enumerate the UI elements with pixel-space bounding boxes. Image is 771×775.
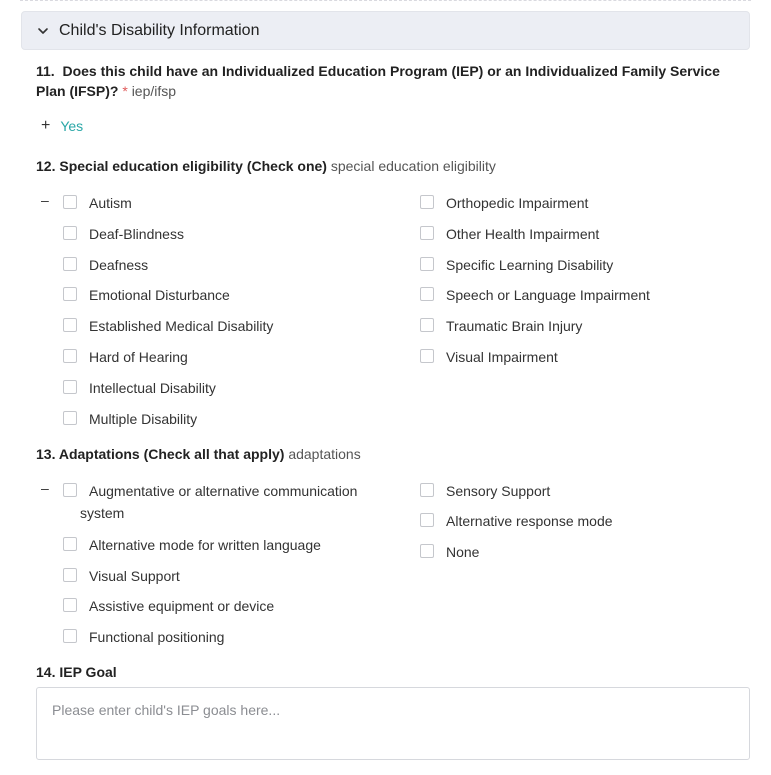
checkbox[interactable] bbox=[420, 257, 434, 271]
section-header-disability[interactable] bbox=[21, 11, 750, 50]
checkbox-label: Speech or Language Impairment bbox=[446, 287, 650, 303]
collapse-icon[interactable]: – bbox=[41, 192, 49, 208]
checkbox-emotional-disturbance[interactable] bbox=[63, 286, 230, 306]
checkbox-functional-positioning[interactable] bbox=[63, 628, 224, 648]
checkbox-label: Sensory Support bbox=[446, 483, 551, 499]
chevron-down-icon[interactable] bbox=[36, 24, 50, 38]
checkbox-none[interactable] bbox=[420, 543, 479, 563]
checkbox-hard-of-hearing[interactable] bbox=[63, 348, 188, 368]
checkbox-label: Alternative response mode bbox=[446, 513, 613, 529]
checkbox-label: Orthopedic Impairment bbox=[446, 195, 589, 211]
checkbox-label: Deaf-Blindness bbox=[89, 226, 184, 242]
checkbox-established-medical-disability[interactable] bbox=[63, 317, 273, 337]
question-11 bbox=[36, 61, 736, 101]
question-14 bbox=[36, 662, 117, 682]
iep-goal-textarea[interactable]: Please enter child's IEP goals here... bbox=[36, 687, 750, 760]
checkbox[interactable] bbox=[420, 195, 434, 209]
checkbox[interactable] bbox=[63, 318, 77, 332]
checkbox-speech-language-impairment[interactable] bbox=[420, 286, 650, 306]
question-11-hint: iep/ifsp bbox=[131, 83, 177, 99]
question-13 bbox=[36, 444, 361, 464]
question-13-label: 13. Adaptations (Check all that apply) bbox=[36, 446, 285, 462]
checkbox[interactable] bbox=[420, 544, 434, 558]
checkbox[interactable] bbox=[63, 629, 77, 643]
checkbox-intellectual-disability[interactable] bbox=[63, 379, 216, 399]
checkbox[interactable] bbox=[420, 226, 434, 240]
checkbox-label: None bbox=[446, 544, 480, 560]
checkbox-label: Autism bbox=[89, 195, 132, 211]
checkbox[interactable] bbox=[63, 537, 77, 551]
checkbox-label: Visual Impairment bbox=[446, 349, 558, 365]
checkbox[interactable] bbox=[63, 195, 77, 209]
iep-answer-value[interactable]: Yes bbox=[60, 118, 84, 134]
checkbox-autism[interactable] bbox=[63, 194, 132, 214]
checkbox-label: Specific Learning Disability bbox=[446, 257, 614, 273]
checkbox[interactable] bbox=[420, 483, 434, 497]
checkbox-label: Intellectual Disability bbox=[89, 380, 216, 396]
checkbox[interactable] bbox=[420, 287, 434, 301]
checkbox-label: Hard of Hearing bbox=[89, 349, 188, 365]
checkbox-label: Traumatic Brain Injury bbox=[446, 318, 583, 334]
checkbox-multiple-disability[interactable] bbox=[63, 410, 197, 430]
checkbox-label: Other Health Impairment bbox=[446, 226, 600, 242]
checkbox[interactable] bbox=[63, 287, 77, 301]
question-11-label: Does this child have an Individualized Education Program (IEP) or an Individualized Family Service Plan (IFSP)? bbox=[36, 63, 720, 99]
checkbox-deaf-blindness[interactable] bbox=[63, 225, 184, 245]
checkbox-visual-impairment[interactable] bbox=[420, 348, 558, 368]
checkbox-label: Augmentative or alternative communication bbox=[89, 483, 358, 499]
checkbox-traumatic-brain-injury[interactable] bbox=[420, 317, 582, 337]
collapse-icon[interactable]: – bbox=[41, 480, 49, 496]
checkbox-label: Emotional Disturbance bbox=[89, 287, 230, 303]
checkbox[interactable] bbox=[63, 226, 77, 240]
checkbox-augmentative-communication[interactable] bbox=[63, 482, 357, 502]
checkbox-label: Visual Support bbox=[89, 568, 180, 584]
question-14-label: 14. IEP Goal bbox=[36, 664, 117, 680]
checkbox[interactable] bbox=[63, 380, 77, 394]
question-12 bbox=[36, 156, 496, 176]
checkbox[interactable] bbox=[420, 349, 434, 363]
section-title: Child's Disability Information bbox=[59, 21, 260, 39]
plus-icon[interactable]: + bbox=[41, 117, 51, 134]
checkbox-label: Alternative mode for written language bbox=[89, 537, 321, 553]
checkbox-label: Functional positioning bbox=[89, 629, 225, 645]
checkbox-label: Deafness bbox=[89, 257, 149, 273]
checkbox-sensory-support[interactable] bbox=[420, 482, 550, 502]
checkbox[interactable] bbox=[63, 411, 77, 425]
question-11-number: 11. bbox=[36, 63, 55, 79]
checkbox[interactable] bbox=[63, 598, 77, 612]
checkbox-specific-learning-disability[interactable] bbox=[420, 256, 613, 276]
checkbox-alternative-response-mode[interactable] bbox=[420, 512, 613, 532]
checkbox-assistive-equipment[interactable] bbox=[63, 597, 274, 617]
checkbox[interactable] bbox=[63, 257, 77, 271]
checkbox[interactable] bbox=[63, 568, 77, 582]
checkbox[interactable] bbox=[63, 349, 77, 363]
iep-answer[interactable] bbox=[41, 117, 83, 135]
checkbox-label-continuation: system bbox=[80, 505, 125, 521]
question-13-hint: adaptations bbox=[288, 446, 361, 462]
checkbox[interactable] bbox=[63, 483, 77, 497]
checkbox-label: Established Medical Disability bbox=[89, 318, 274, 334]
checkbox-deafness[interactable] bbox=[63, 256, 148, 276]
checkbox-label: Multiple Disability bbox=[89, 411, 198, 427]
checkbox-visual-support[interactable] bbox=[63, 567, 180, 587]
checkbox-label: Assistive equipment or device bbox=[89, 598, 275, 614]
checkbox[interactable] bbox=[420, 318, 434, 332]
checkbox-alternative-written-language[interactable] bbox=[63, 536, 321, 556]
top-divider bbox=[20, 0, 751, 1]
question-12-hint: special education eligibility bbox=[330, 158, 496, 174]
checkbox-orthopedic-impairment[interactable] bbox=[420, 194, 588, 214]
required-mark: * bbox=[122, 83, 128, 99]
question-12-label: 12. Special education eligibility (Check one) bbox=[36, 158, 327, 174]
checkbox-other-health-impairment[interactable] bbox=[420, 225, 599, 245]
checkbox[interactable] bbox=[420, 513, 434, 527]
